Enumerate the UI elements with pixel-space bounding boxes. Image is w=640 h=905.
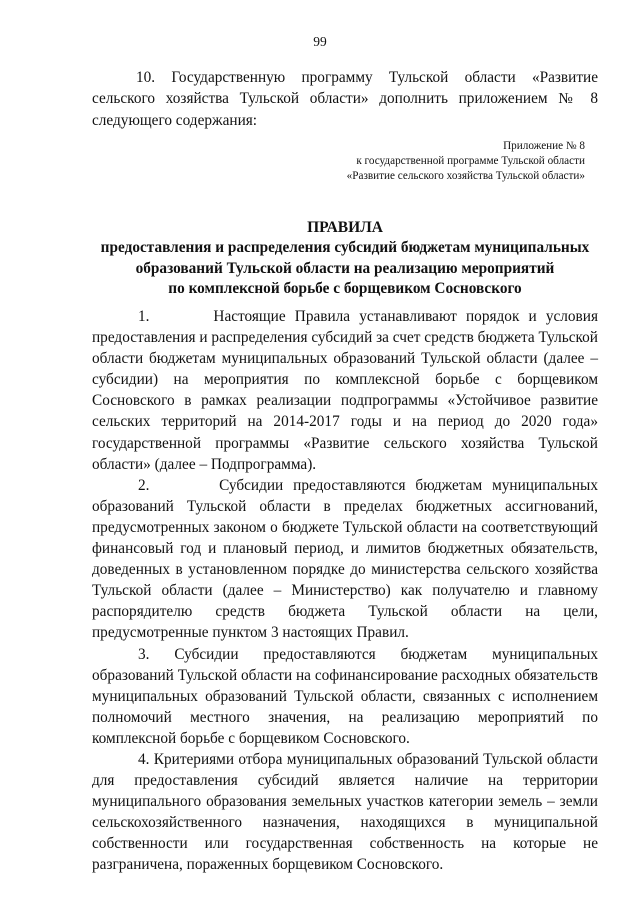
rules-heading	[92, 218, 598, 300]
section-paragraph-2: 2. Субсидии предоставляются бюджетам муниципальных образований Тульской области в пределах бюджетных ассигнований, предусмотренных законом о бюджете Тульской области на соответствующий финансовый год и плановый период, и лимитов бюджетных обязательств, доведенных в установленном порядке до министерства сельского хозяйства Тульской области (далее – Министерство) как получателю и главному распорядителю средств бюджета Тульской области на цели, предусмотренные пунктом 3 настоящих Правил.	[92, 476, 598, 642]
heading-title: ПРАВИЛА	[307, 219, 383, 236]
rules-sections	[92, 306, 598, 876]
heading-subtitle-line-1: предоставления и распределения субсидий бюджетам муниципальных	[100, 239, 590, 256]
section-paragraph-4: 4. Критериями отбора муниципальных образований Тульской области для предоставления субсидий является наличие на территории муниципального образования земельных участков категории земель – земли сельскохозяйственного назначения, находящихся в муниципальной собственности или государственная собственность на которые не разграничена, пораженных борщевиком Сосновского.	[92, 750, 598, 874]
heading-subtitle-line-3: по комплексной борьбе с борщевиком Сосновского	[168, 280, 522, 297]
appendix-line-1: Приложение № 8	[503, 140, 585, 152]
heading-subtitle-line-2: образований Тульской области на реализацию мероприятий	[135, 259, 555, 277]
appendix-line-2: к государственной программе Тульской области	[356, 155, 585, 167]
page-number: 99	[313, 34, 327, 49]
section-paragraph-3: 3. Субсидии предоставляются бюджетам муниципальных образований Тульской области на софинансирование расходных обязательств муниципальных образований Тульской области, связанных с исполнением полномочий местного значения, на реализацию мероприятий по комплексной борьбе с борщевиком Сосновского.	[92, 645, 598, 747]
section-paragraph-1: 1. Настоящие Правила устанавливают порядок и условия предоставления и распределения субсидий за счет средств бюджета Тульской области бюджетам муниципальных образований Тульской области (далее – субсидии) на мероприятия по комплексной борьбе с борщевиком Сосновского в рамках реализации подпрограммы «Устойчивое развитие сельских территорий на 2014-2017 годы и на период до 2020 года» государственной программы «Развитие сельского хозяйства Тульской области» (далее – Подпрограмма).	[92, 308, 598, 473]
appendix-line-3: «Развитие сельского хозяйства Тульской области»	[346, 170, 585, 182]
appendix-reference	[347, 139, 585, 184]
intro-paragraph: 10. Государственную программу Тульской области «Развитие сельского хозяйства Тульской области» дополнить приложением № 8 следующего содержания:	[92, 69, 598, 129]
